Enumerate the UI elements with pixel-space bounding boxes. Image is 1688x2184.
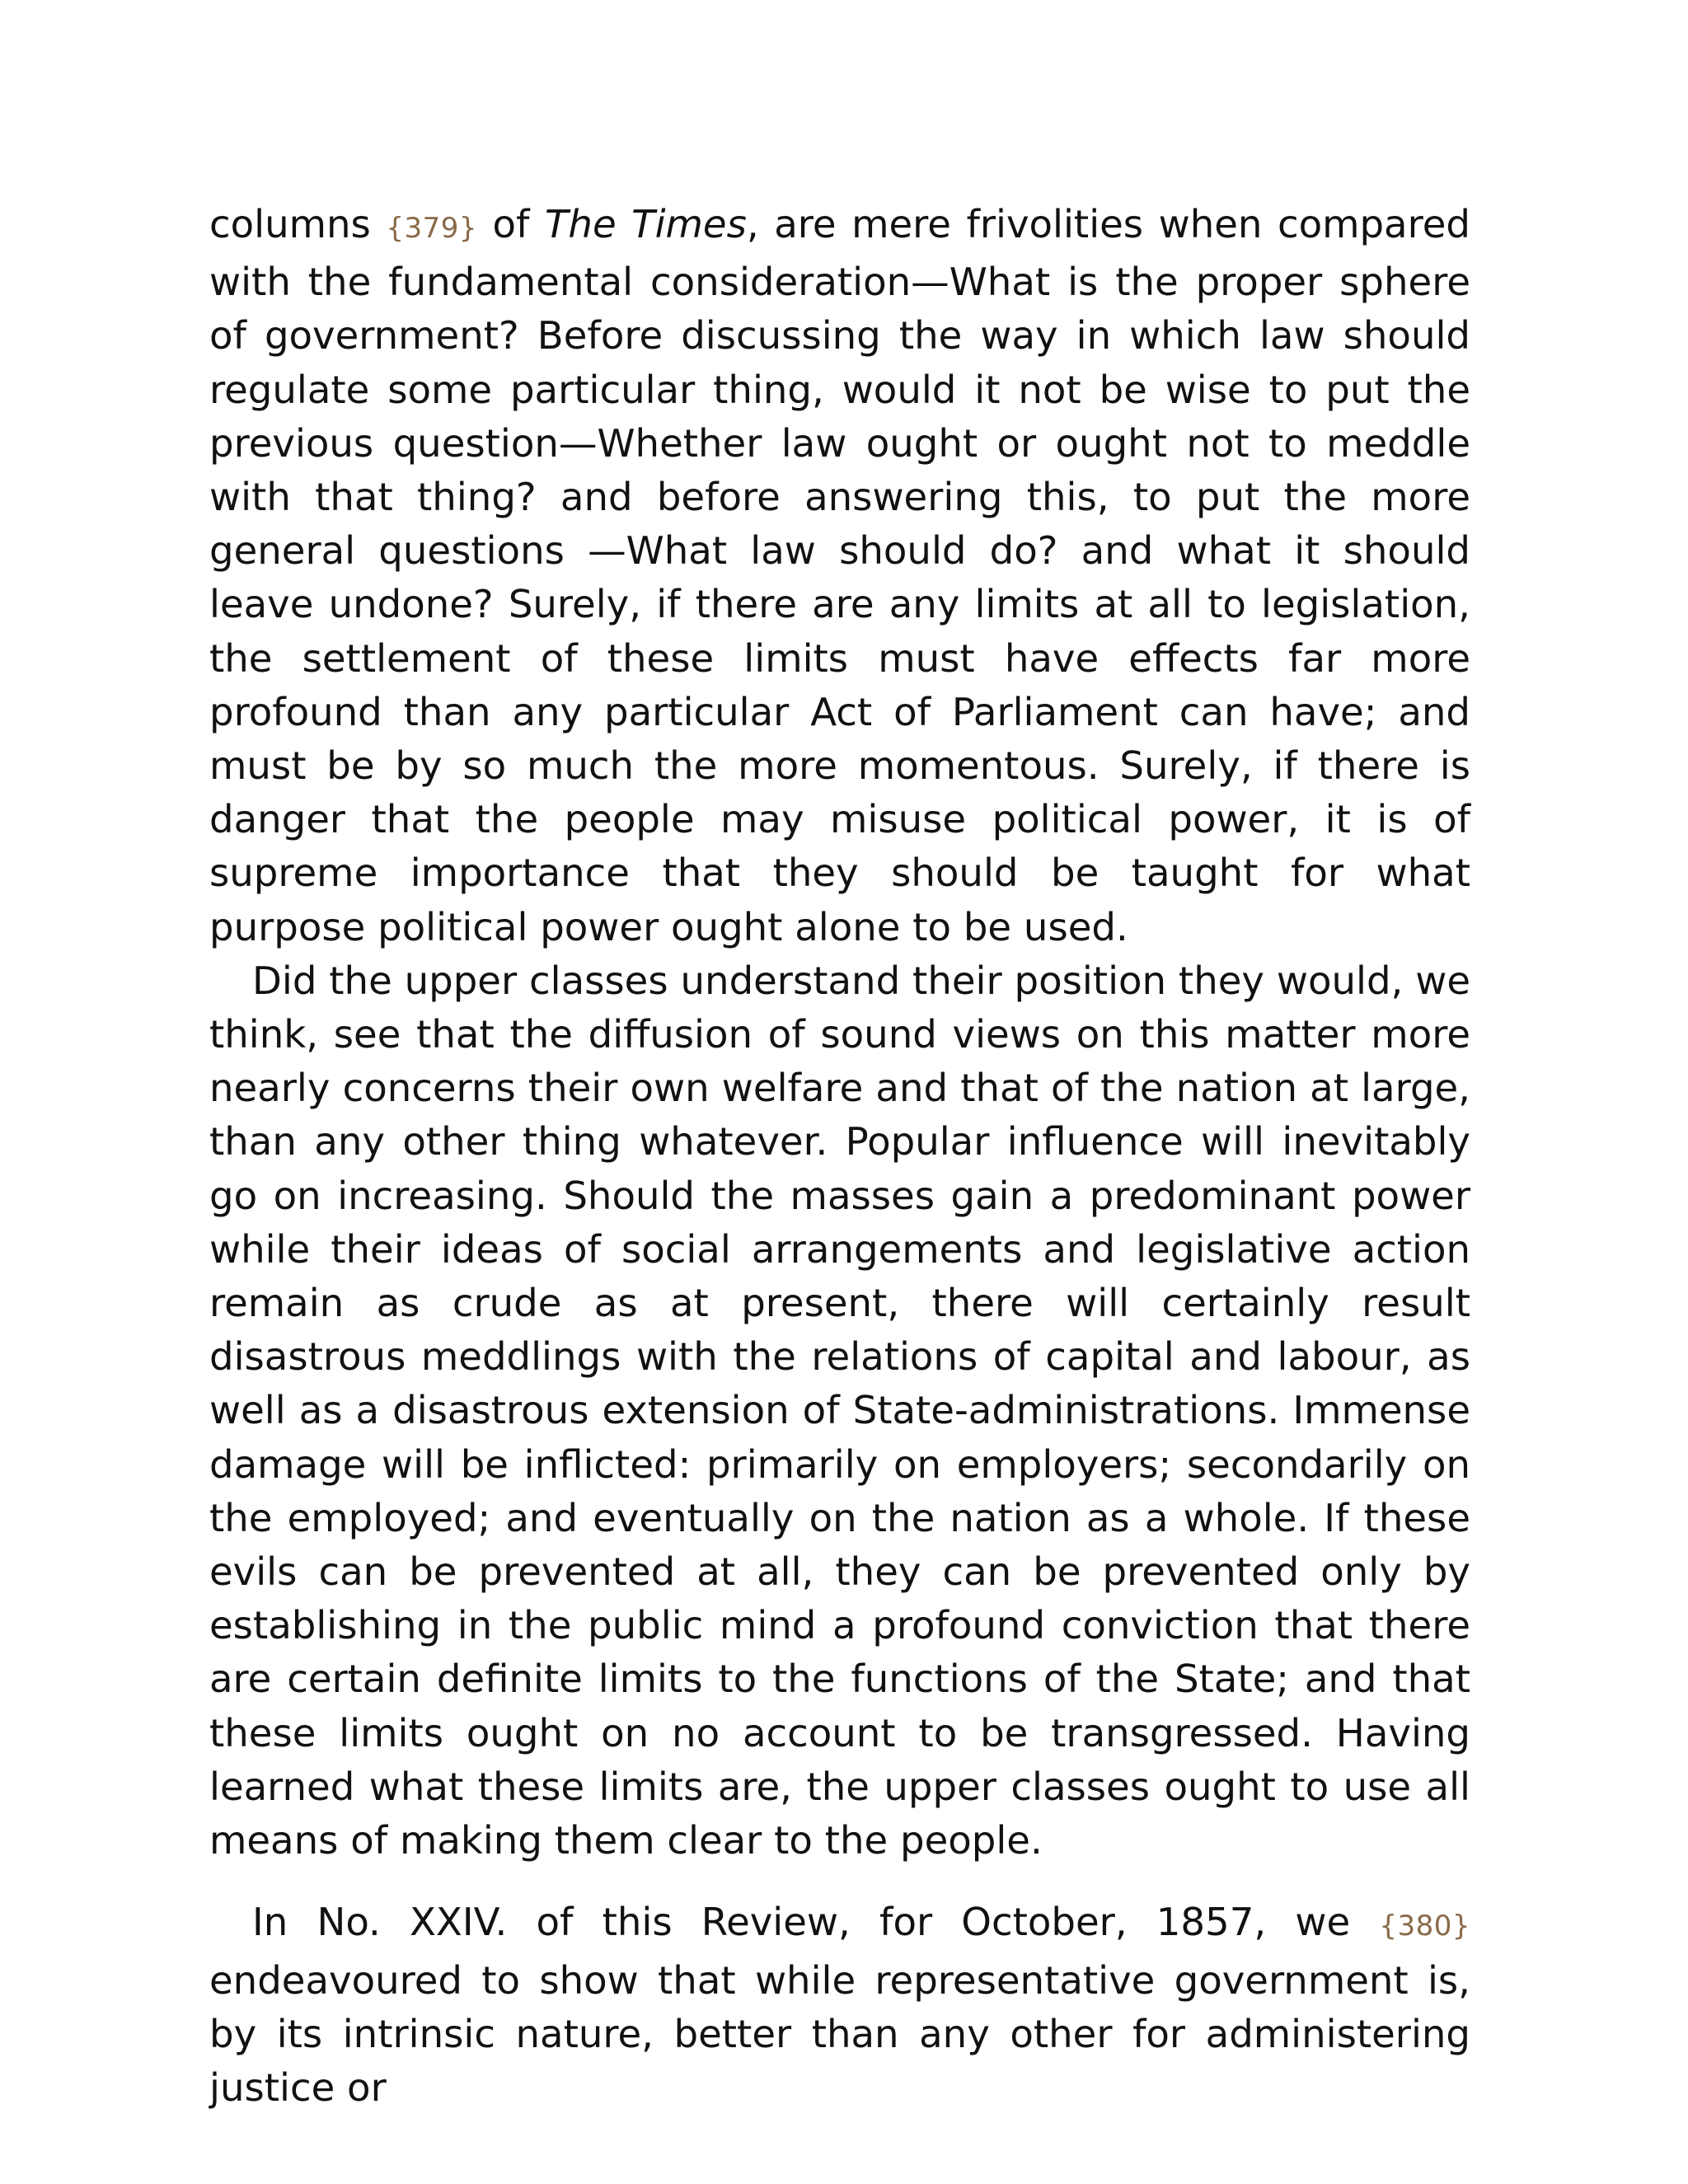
paragraph-3 [209, 1896, 1470, 2115]
page-number-marker: {379} [386, 212, 477, 245]
paragraph-1 [209, 198, 1470, 954]
paragraph-text: Did the upper classes understand their position they would, we think, see that the diffusion of sound views on this matter more nearly concerns their own welfare and that of the nation at large, than any other thing whatever. Popular influence will inevitably go on increasing. Should the masses gain a predominant power while their ideas of social arrangements and legislative action remain as crude as at present, there will certainly result disastrous meddlings with the relations of capital and labour, as well as a disastrous extension of State-administrations. Immense damage will be inflicted: primarily on employers; secondarily on the employed; and eventually on the nation as a whole. If these evils can be prevented at all, they can be prevented only by establishing in the public mind a profound conviction that there are certain definite limits to the functions of the State; and that these limits ought on no account to be transgressed. Having learned what these limits are, the upper classes ought to use all means of making them clear to the people. [209, 958, 1470, 1863]
document-page [209, 198, 1470, 2115]
publication-title: The Times [544, 202, 747, 246]
paragraph-2 [209, 954, 1470, 1868]
paragraph-text: , are mere frivolities when compared with the fundamental consideration—What is the proper sphere of government? Before discussing the way in which law should regulate some particular thing, would it not be wise to put the previous question—Whether law ought or ought not to meddle with that thing? and before answering this, to put the more general questions —What law should do? and what it should leave undone? Surely, if there are any limits at all to legislation, the settlement of these limits must have effects far more profound than any particular Act of Parliament can have; and must be by so much the more momentous. Surely, if there is danger that the people may misuse political power, it is of supreme importance that they should be taught for what purpose political power ought alone to be used. [209, 202, 1470, 949]
page-number-marker: {380} [1379, 1910, 1470, 1943]
paragraph-text: of [477, 202, 545, 246]
paragraph-text: columns [209, 202, 387, 246]
paragraph-text: endeavoured to show that while representative government is, by its intrinsic nature, better than any other for administering justice or [209, 1957, 1470, 2110]
paragraph-text: In No. XXIV. of this Review, for October, 1857, we [252, 1900, 1380, 1945]
